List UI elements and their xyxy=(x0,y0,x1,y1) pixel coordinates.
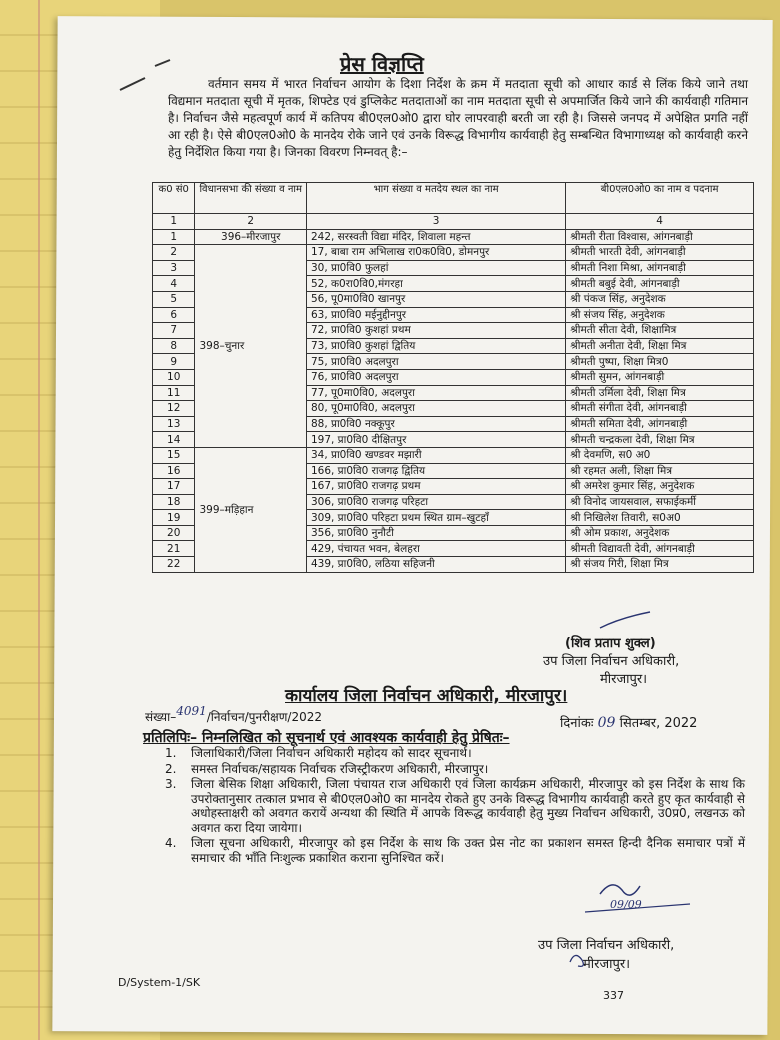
signatory2-designation: उप जिला निर्वाचन अधिकारी, xyxy=(538,938,675,953)
header-blo-name: बी0एल0ओ0 का नाम व पदनाम xyxy=(566,183,754,214)
row-blo-name: श्रीमती सीता देवी, शिक्षामित्र xyxy=(566,323,754,339)
row-serial: 19 xyxy=(153,510,195,526)
row-serial: 15 xyxy=(153,447,195,463)
list-text: जिला सूचना अधिकारी, मीरजापुर को इस निर्देश के साथ कि उक्त प्रेस नोट का प्रकाशन समस्त हिन्दी दैनिक समाचार पत्रों में समाचार की भाँति निःशुल्क प्रकाशित कराना सुनिश्चित करें। xyxy=(191,836,745,865)
row-blo-name: श्री संजय सिंह, अनुदेशक xyxy=(566,307,754,323)
list-number: 3. xyxy=(165,777,177,791)
row-polling-station: 429, पंचायत भवन, बेलहरा xyxy=(306,541,565,557)
pen-mark xyxy=(120,78,145,90)
date-label: दिनांकः xyxy=(560,716,594,731)
row-blo-name: श्री देवमणि, स0 अ0 xyxy=(566,447,754,463)
row-polling-station: 34, प्रा0वि0 खण्डवर मझारी xyxy=(306,447,565,463)
row-constituency: 396–मीरजापुर xyxy=(195,229,307,245)
row-blo-name: श्रीमती रीता विश्वास, आंगनबाड़ी xyxy=(566,229,754,245)
signatory-place: मीरजापुर। xyxy=(600,672,648,687)
row-serial: 12 xyxy=(153,401,195,417)
intro-paragraph: वर्तमान समय में भारत निर्वाचन आयोग के दिशा निर्देश के क्रम में मतदाता सूची को आधार कार्ड से लिंक किये जाने तथा विद्यमान मतदाता सूची में मृतक, शिफ्टेड एवं डुप्लिकेट मतदाताओं का नाम मतदाता सूची से अपमार्जित किये जाने की कार्यवाही गतिमान है। निर्वाचन जैसे महत्वपूर्ण कार्य में कतिपय बी0एल0ओ0 द्वारा घोर लापरवाही बरती जा रही है। जिससे जनपद में अपेक्षित प्रगति नहीं आ रही है। ऐसे बी0एल0ओ0 के मानदेय रोके जाने एवं उनके विरूद्ध विभागीय कार्यवाही हेतु सम्बन्धित विभागाध्यक्ष को कार्यवाही करने हेतु निर्देशित किया गया है। जिनका विवरण निम्नवत् है:– xyxy=(168,77,748,159)
office-title: कार्यालय जिला निर्वाचन अधिकारी, मीरजापुर। xyxy=(285,686,568,706)
row-constituency: 398–चुनार xyxy=(195,245,307,448)
row-blo-name: श्रीमती बबुई देवी, आंगनबाड़ी xyxy=(566,276,754,292)
row-serial: 11 xyxy=(153,385,195,401)
row-polling-station: 167, प्रा0वि0 राजगढ़ प्रथम xyxy=(306,479,565,495)
row-serial: 5 xyxy=(153,291,195,307)
row-polling-station: 242, सरस्वती विद्या मंदिर, शिवाला महन्त xyxy=(306,229,565,245)
row-serial: 21 xyxy=(153,541,195,557)
signature-underline xyxy=(585,904,690,912)
row-blo-name: श्री पंकज सिंह, अनुदेशक xyxy=(566,291,754,307)
colnum-4: 4 xyxy=(566,214,754,230)
row-serial: 13 xyxy=(153,416,195,432)
row-blo-name: श्रीमती उर्मिला देवी, शिक्षा मित्र xyxy=(566,385,754,401)
colnum-3: 3 xyxy=(306,214,565,230)
cc-heading: प्रतिलिपिः– निम्नलिखित को सूचनार्थ एवं आवश्यक कार्यवाही हेतु प्रेषितः– xyxy=(143,730,510,746)
row-blo-name: श्रीमती अनीता देवी, शिक्षा मित्र xyxy=(566,338,754,354)
row-blo-name: श्री ओम प्रकाश, अनुदेशक xyxy=(566,525,754,541)
footer-code: D/System-1/SK xyxy=(118,976,201,989)
row-serial: 18 xyxy=(153,494,195,510)
row-blo-name: श्रीमती पुष्पा, शिक्षा मित्र0 xyxy=(566,354,754,370)
header-polling-station: भाग संख्या व मतदेय स्थल का नाम xyxy=(306,183,565,214)
row-constituency: 399–मड़िहान xyxy=(195,447,307,572)
row-polling-station: 197, प्रा0वि0 दीक्षितपुर xyxy=(306,432,565,448)
row-blo-name: श्री निखिलेश तिवारी, स0अ0 xyxy=(566,510,754,526)
row-blo-name: श्रीमती भारती देवी, आंगनबाड़ी xyxy=(566,245,754,261)
row-serial: 17 xyxy=(153,479,195,495)
handwritten-initial-date: 09/09 xyxy=(610,898,642,911)
press-release-title: प्रेस विज्ञप्ति xyxy=(340,52,424,76)
row-polling-station: 77, पू0मा0वि0, अदलपुरा xyxy=(306,385,565,401)
row-serial: 3 xyxy=(153,260,195,276)
row-polling-station: 88, प्रा0वि0 नक्कूपुर xyxy=(306,416,565,432)
row-polling-station: 306, प्रा0वि0 राजगढ़ परिहटा xyxy=(306,494,565,510)
row-polling-station: 30, प्रा0वि0 फुलहां xyxy=(306,260,565,276)
row-blo-name: श्री अमरेश कुमार सिंह, अनुदेशक xyxy=(566,479,754,495)
row-polling-station: 439, प्रा0वि0, लठिया सहिजनी xyxy=(306,557,565,573)
row-polling-station: 73, प्रा0वि0 कुशहां द्वितिय xyxy=(306,338,565,354)
row-serial: 20 xyxy=(153,525,195,541)
header-serial: क0 सं0 xyxy=(153,183,195,214)
row-blo-name: श्रीमती संगीता देवी, आंगनबाड़ी xyxy=(566,401,754,417)
row-serial: 7 xyxy=(153,323,195,339)
row-blo-name: श्रीमती विद्यावती देवी, आंगनबाड़ी xyxy=(566,541,754,557)
row-blo-name: श्रीमती सुमन, आंगनबाड़ी xyxy=(566,369,754,385)
row-polling-station: 17, बाबा राम अभिलाख रा0क0वि0, डोमनपुर xyxy=(306,245,565,261)
signatory-name: (शिव प्रताप शुक्ल) xyxy=(565,636,656,651)
header-constituency: विधानसभा की संख्या व नाम xyxy=(195,183,307,214)
signature-stroke xyxy=(600,612,650,628)
list-text: समस्त निर्वाचक/सहायक निर्वाचक रजिस्ट्रीकरण अधिकारी, मीरजापुर। xyxy=(191,761,489,776)
row-serial: 1 xyxy=(153,229,195,245)
row-serial: 2 xyxy=(153,245,195,261)
page-number: 337 xyxy=(603,989,624,1002)
row-polling-station: 309, प्रा0वि0 परिहटा प्रथम स्थित ग्राम–खुटहाँ xyxy=(306,510,565,526)
row-polling-station: 166, प्रा0वि0 राजगढ़ द्वितिय xyxy=(306,463,565,479)
pen-mark xyxy=(155,60,170,66)
row-polling-station: 356, प्रा0वि0 नुनौटी xyxy=(306,525,565,541)
row-serial: 14 xyxy=(153,432,195,448)
reference-suffix: /निर्वाचन/पुनरीक्षण/2022 xyxy=(206,710,323,724)
row-serial: 4 xyxy=(153,276,195,292)
row-blo-name: श्री विनोद जायसवाल, सफाईकर्मी xyxy=(566,494,754,510)
row-blo-name: श्रीमती निशा मिश्रा, आंगनबाड़ी xyxy=(566,260,754,276)
list-number: 2. xyxy=(165,761,177,776)
row-polling-station: 63, प्रा0वि0 मईनुद्दीनपुर xyxy=(306,307,565,323)
row-blo-name: श्रीमती समिता देवी, आंगनबाड़ी xyxy=(566,416,754,432)
colnum-2: 2 xyxy=(195,214,307,230)
row-serial: 10 xyxy=(153,369,195,385)
list-text: जिला बेसिक शिक्षा अधिकारी, जिला पंचायत राज अधिकारी एवं जिला कार्यक्रम अधिकारी, मीरजापुर को इस निर्देश के साथ कि उपरोक्तानुसार तत्काल प्रभाव से बी0एल0ओ0 का मानदेय रोकते हुए उनके विरूद्ध विभागीय कार्यवाही करते हुए कृत कार्यवाही से अधोहस्ताक्षरी को अवगत करायें अन्यथा की स्थिति में आपके विरूद्ध कार्यवाही हेतु मुख्य निर्वाचन अधिकारी, उ0प्र0, लखनऊ को अवगत करा दिया जायेगा। xyxy=(191,777,745,835)
row-serial: 16 xyxy=(153,463,195,479)
list-number: 4. xyxy=(165,836,177,850)
row-polling-station: 72, प्रा0वि0 कुशहां प्रथम xyxy=(306,323,565,339)
row-serial: 9 xyxy=(153,354,195,370)
colnum-1: 1 xyxy=(153,214,195,230)
row-serial: 6 xyxy=(153,307,195,323)
signature-mark xyxy=(570,955,583,966)
row-serial: 22 xyxy=(153,557,195,573)
row-polling-station: 56, पू0मा0वि0 खानपुर xyxy=(306,291,565,307)
row-polling-station: 76, प्रा0वि0 अदलपुरा xyxy=(306,369,565,385)
reference-label: संख्या– xyxy=(145,710,177,724)
list-text: जिलाधिकारी/जिला निर्वाचन अधिकारी महोदय को सादर सूचनार्थ। xyxy=(191,746,472,760)
signature-scribble xyxy=(600,885,640,895)
reference-number: 4091 xyxy=(176,704,207,718)
row-polling-station: 52, क0रा0वि0,मंगरहा xyxy=(306,276,565,292)
row-blo-name: श्री संजय गिरी, शिक्षा मित्र xyxy=(566,557,754,573)
date-rest: सितम्बर, 2022 xyxy=(619,716,698,731)
row-serial: 8 xyxy=(153,338,195,354)
row-blo-name: श्रीमती चन्द्रकला देवी, शिक्षा मित्र xyxy=(566,432,754,448)
row-polling-station: 80, पू0मा0वि0, अदलपुरा xyxy=(306,401,565,417)
row-blo-name: श्री रहमत अली, शिक्षा मित्र xyxy=(566,463,754,479)
date-day: 09 xyxy=(597,715,616,731)
row-polling-station: 75, प्रा0वि0 अदलपुरा xyxy=(306,354,565,370)
signatory-designation: उप जिला निर्वाचन अधिकारी, xyxy=(543,654,680,669)
signatory2-place: मीरजापुर। xyxy=(583,957,631,972)
list-number: 1. xyxy=(165,746,177,760)
